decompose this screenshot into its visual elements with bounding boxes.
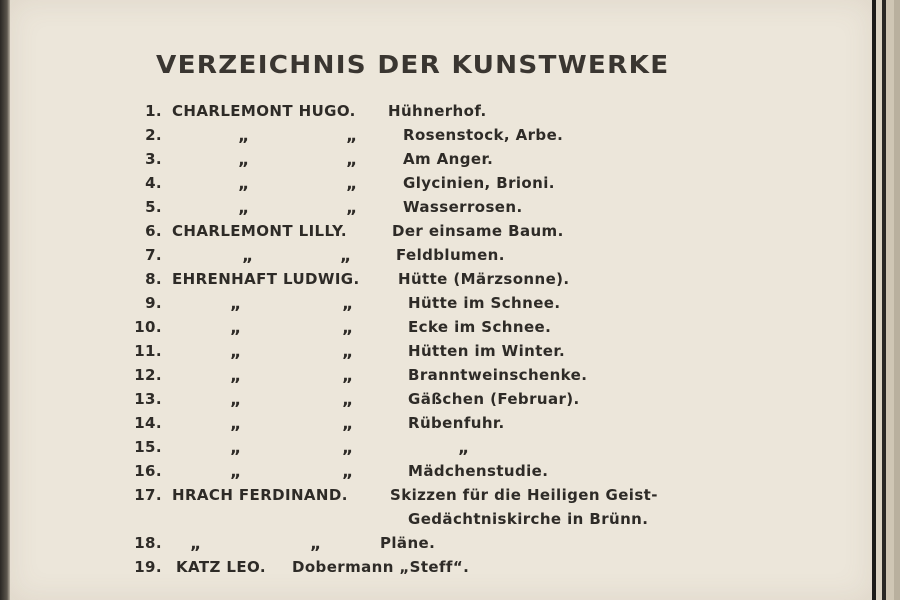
entry-number: 9. [145, 294, 162, 312]
ditto-mark: „ [342, 318, 354, 338]
entry-number: 16. [134, 462, 162, 480]
ditto-mark: „ [238, 150, 250, 170]
ditto-mark: „ [340, 246, 352, 266]
ditto-mark: „ [230, 462, 242, 482]
entry-number: 1. [145, 102, 162, 120]
entry-work: Rübenfuhr. [408, 414, 505, 432]
entry-work: Dobermann „Steff“. [292, 558, 470, 576]
ditto-mark: „ [238, 198, 250, 218]
entry-artist: CHARLEMONT HUGO. [172, 102, 356, 120]
ditto-mark: „ [242, 246, 254, 266]
entry-work: „ [458, 438, 470, 458]
ditto-mark: „ [342, 294, 354, 314]
entry-number: 11. [134, 342, 162, 360]
ditto-mark: „ [190, 534, 202, 554]
entry-work: Hütten im Winter. [408, 342, 566, 360]
entry-work: Glycinien, Brioni. [403, 174, 555, 192]
entry-work: Feldblumen. [396, 246, 505, 264]
entry-artist: EHRENHAFT LUDWIG. [172, 270, 360, 288]
entry-number: 4. [145, 174, 162, 192]
entry-work: Mädchenstudie. [408, 462, 549, 480]
entry-work: Hühnerhof. [388, 102, 487, 120]
ditto-mark: „ [230, 366, 242, 386]
ditto-mark: „ [346, 150, 358, 170]
entry-number: 17. [134, 486, 162, 504]
ditto-mark: „ [342, 390, 354, 410]
entry-number: 10. [134, 318, 162, 336]
entry-artist: KATZ LEO. [176, 558, 266, 576]
entry-number: 8. [145, 270, 162, 288]
entry-number: 12. [134, 366, 162, 384]
ditto-mark: „ [238, 126, 250, 146]
page-title: VERZEICHNIS DER KUNSTWERKE [156, 50, 670, 79]
ditto-mark: „ [342, 342, 354, 362]
ditto-mark: „ [230, 318, 242, 338]
entry-work: Pläne. [380, 534, 436, 552]
entry-work: Hütte im Schnee. [408, 294, 561, 312]
ditto-mark: „ [230, 438, 242, 458]
entry-work: Gäßchen (Februar). [408, 390, 580, 408]
entry-number: 2. [145, 126, 162, 144]
ditto-mark: „ [342, 462, 354, 482]
page-edge-right [872, 0, 900, 600]
entry-number: 19. [134, 558, 162, 576]
entry-work: Skizzen für die Heiligen Geist- [390, 486, 658, 504]
binding-edge-left [0, 0, 10, 600]
entry-work: Branntweinschenke. [408, 366, 588, 384]
entry-number: 15. [134, 438, 162, 456]
entry-work: Wasserrosen. [403, 198, 523, 216]
entry-number: 18. [134, 534, 162, 552]
ditto-mark: „ [342, 366, 354, 386]
ditto-mark: „ [342, 438, 354, 458]
entry-work: Der einsame Baum. [392, 222, 564, 240]
ditto-mark: „ [346, 126, 358, 146]
entry-number: 7. [145, 246, 162, 264]
ditto-mark: „ [230, 390, 242, 410]
entry-number: 13. [134, 390, 162, 408]
ditto-mark: „ [230, 342, 242, 362]
entry-number: 14. [134, 414, 162, 432]
ditto-mark: „ [238, 174, 250, 194]
entry-work: Am Anger. [403, 150, 494, 168]
entry-work-continuation: Gedächtniskirche in Brünn. [408, 510, 649, 528]
ditto-mark: „ [230, 414, 242, 434]
entry-work: Rosenstock, Arbe. [403, 126, 564, 144]
ditto-mark: „ [346, 174, 358, 194]
ditto-mark: „ [310, 534, 322, 554]
entry-artist: HRACH FERDINAND. [172, 486, 348, 504]
entry-work: Hütte (Märzsonne). [398, 270, 570, 288]
entry-number: 5. [145, 198, 162, 216]
entry-number: 3. [145, 150, 162, 168]
entry-work: Ecke im Schnee. [408, 318, 552, 336]
ditto-mark: „ [342, 414, 354, 434]
entry-artist: CHARLEMONT LILLY. [172, 222, 348, 240]
ditto-mark: „ [230, 294, 242, 314]
ditto-mark: „ [346, 198, 358, 218]
entry-number: 6. [145, 222, 162, 240]
